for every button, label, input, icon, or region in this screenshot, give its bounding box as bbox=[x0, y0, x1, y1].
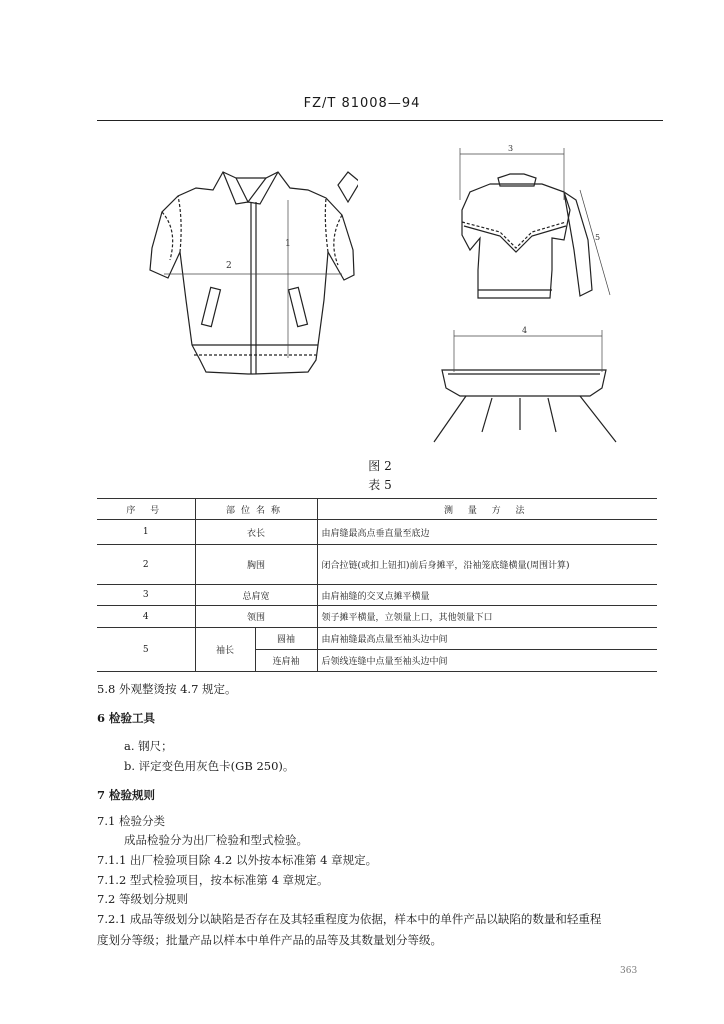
clause-7-1-1: 7.1.1 出厂检验项目除 4.2 以外按本标准第 4 章规定。 bbox=[97, 853, 378, 867]
table-row bbox=[97, 520, 657, 545]
table-caption: 表 5 bbox=[368, 478, 392, 492]
dim-label-4: 4 bbox=[522, 326, 528, 335]
row-subpart: 圆袖 bbox=[255, 628, 317, 650]
header-method: 测 量 方 法 bbox=[317, 499, 657, 520]
row-part: 衣长 bbox=[195, 520, 317, 545]
row-part: 领围 bbox=[195, 606, 317, 628]
row-method: 后领线连缝中点量至袖头边中间 bbox=[317, 650, 657, 672]
dim-label-1: 1 bbox=[285, 239, 291, 249]
dim-label-3: 3 bbox=[508, 144, 514, 153]
row-no: 5 bbox=[97, 628, 195, 672]
jacket-front-figure bbox=[148, 160, 358, 385]
table-row bbox=[97, 606, 657, 628]
row-no: 4 bbox=[97, 606, 195, 628]
row-no: 3 bbox=[97, 585, 195, 606]
clause-7-1-2: 7.1.2 型式检验项目，按本标准第 4 章规定。 bbox=[97, 873, 329, 887]
dim-label-2: 2 bbox=[226, 261, 232, 271]
header-no: 序 号 bbox=[97, 499, 195, 520]
clause-7-2-1-line2: 度划分等级；批量产品以样本中单件产品的品等及其数量划分等级。 bbox=[97, 933, 442, 947]
row-method: 领子摊平横量，立领量上口，其他领量下口 bbox=[317, 606, 657, 628]
section-7-heading: 7 检验规则 bbox=[97, 788, 156, 802]
table-row bbox=[97, 628, 657, 650]
table-row bbox=[97, 545, 657, 585]
collar-figure bbox=[430, 322, 620, 447]
clause-7-2: 7.2 等级划分规则 bbox=[97, 892, 188, 906]
clause-7-2-1-line1: 7.2.1 成品等级划分以缺陷是否存在及其轻重程度为依据，样本中的单件产品以缺陷的数量和轻重程 bbox=[97, 912, 602, 926]
figure-caption: 图 2 bbox=[368, 459, 392, 473]
row-part: 胸围 bbox=[195, 545, 317, 585]
measurement-table bbox=[97, 498, 657, 672]
row-subpart: 连肩袖 bbox=[255, 650, 317, 672]
row-method: 由肩缝最高点垂直量至底边 bbox=[317, 520, 657, 545]
table-header-row bbox=[97, 499, 657, 520]
header-rule bbox=[97, 120, 663, 121]
page-number: 363 bbox=[620, 966, 638, 976]
tool-item-a: a. 钢尺； bbox=[124, 739, 173, 753]
row-method: 由肩袖缝的交叉点摊平横量 bbox=[317, 585, 657, 606]
tool-item-b: b. 评定变色用灰色卡(GB 250)。 bbox=[124, 759, 295, 773]
clause-7-1-paragraph: 成品检验分为出厂检验和型式检验。 bbox=[124, 833, 308, 847]
standard-number: FZ/T 81008—94 bbox=[303, 96, 421, 111]
row-part: 袖长 bbox=[195, 628, 255, 672]
row-part: 总肩宽 bbox=[195, 585, 317, 606]
dim-label-5: 5 bbox=[595, 233, 601, 242]
row-no: 1 bbox=[97, 520, 195, 545]
section-6-heading: 6 检验工具 bbox=[97, 711, 156, 725]
jacket-back-figure bbox=[440, 140, 620, 310]
row-method: 由肩袖缝最高点量至袖头边中间 bbox=[317, 628, 657, 650]
header-part: 部位名称 bbox=[195, 499, 317, 520]
clause-5-8: 5.8 外观整烫按 4.7 规定。 bbox=[97, 682, 237, 696]
table-row bbox=[97, 585, 657, 606]
row-no: 2 bbox=[97, 545, 195, 585]
row-method: 闭合拉链(或扣上钮扣)前后身摊平，沿袖笼底缝横量(周围计算) bbox=[317, 545, 657, 585]
clause-7-1: 7.1 检验分类 bbox=[97, 814, 165, 828]
